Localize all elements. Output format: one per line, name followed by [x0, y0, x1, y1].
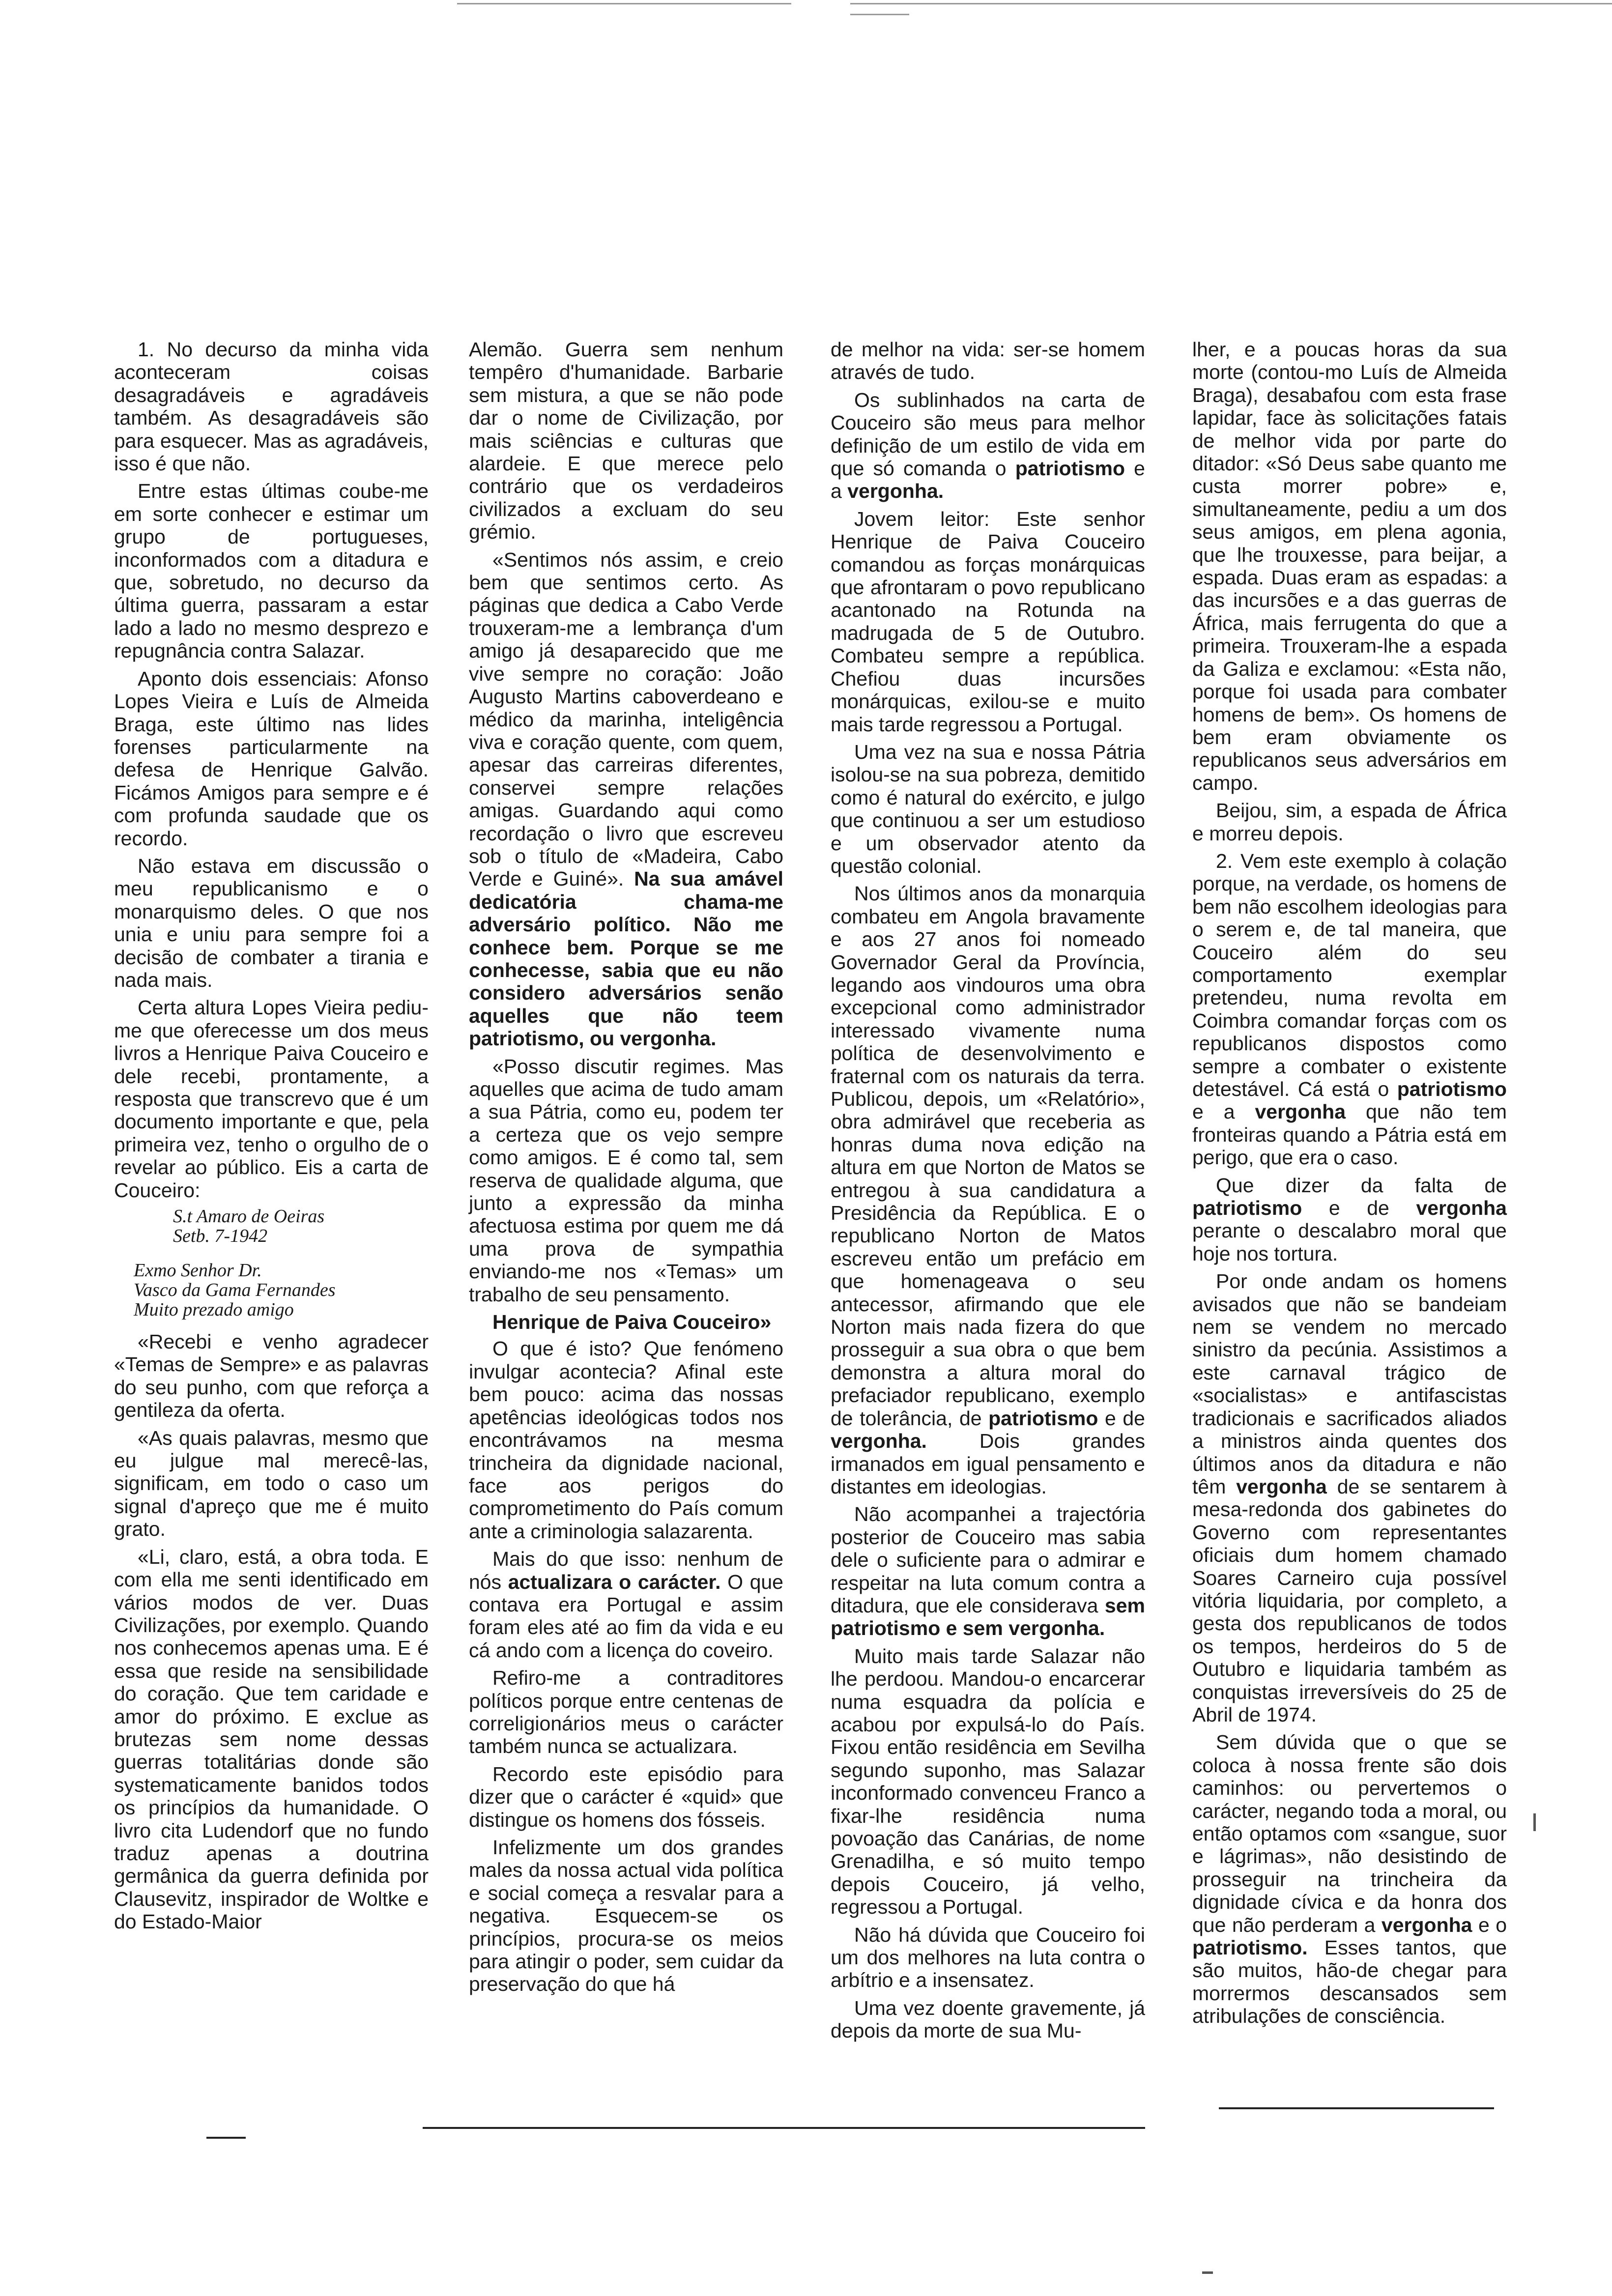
letter-greeting: Muito prezado amigo: [134, 1299, 294, 1320]
paragraph: Muito mais tarde Salazar não lhe perdoou. Mandou-o encarcerar numa esquadra da polícia e acabou por expulsá-lo do País. Fixou então residência em Sevilha segundo suponho, mas Salazar inconformado convenceu Franco a fixar-lhe residência numa povoação das Canárias, de nome Grenadilha, e só muito tempo depois Couceiro, já velho, regressou a Portugal.: [831, 1644, 1145, 1919]
text: Mais do que isso: nenhum de nós: [469, 1548, 783, 1593]
text: 2. Vem este exemplo à colação porque, na verdade, os homens de bem não escolhem ideologias para o serem e, de tal maneira, que Couceiro além do seu comportamento exemplar pretendeu, numa revolta em Coimbra comandar forças com os republicanos dispostos como sempre a combater o existente detestável. Cá está o: [1192, 849, 1507, 1100]
text: Esses tantos, que são muitos, hão-de chegar para morrermos descansados sem atribulações de consciência.: [1192, 1936, 1507, 2028]
emphasis: patriotismo: [988, 1406, 1098, 1430]
paragraph: «Posso discutir regimes. Mas aquelles que acima de tudo amam a sua Pátria, como eu, podem ter a certeza que os vejo sempre como amigos. E é como tal, sem reserva de qualidade alguma, que junto a expressão da minha afectuosa estima por quem me dá uma prova de sympathia enviando-me nos «Temas» um trabalho de seu pensamento.: [469, 1055, 783, 1306]
letter-recipient: Vasco da Gama Fernandes: [134, 1280, 336, 1301]
paragraph: 1. No decurso da minha vida aconteceram coisas desagradáveis e agradáveis também. As desagradáveis são para esquecer. Mas as agradáveis, isso é que não.: [114, 338, 429, 475]
text: e a: [1192, 1100, 1235, 1123]
paragraph: [831, 1503, 1145, 1639]
emphasis: vergonha: [1236, 1475, 1327, 1498]
paragraph: [1192, 1270, 1507, 1726]
letter-salutation: Exmo Senhor Dr.: [134, 1260, 262, 1281]
article-column-4: [1192, 338, 1507, 2033]
paragraph: [469, 1548, 783, 1662]
letter-signature: Henrique de Paiva Couceiro»: [492, 1311, 772, 1334]
text: e de: [1104, 1406, 1145, 1430]
paragraph: [469, 548, 783, 1050]
letter-place: S.t Amaro de Oeiras: [173, 1206, 325, 1227]
paragraph: Beijou, sim, a espada de África e morreu depois.: [1192, 799, 1507, 845]
emphasis: vergonha: [1416, 1197, 1507, 1220]
emphasis: vergonha: [1255, 1100, 1346, 1123]
emphasis: patriotismo: [1015, 457, 1125, 480]
text: Não acompanhei a trajectória posterior de Couceiro mas sabia dele o suficiente para o admirar e respeitar na luta comum contra a ditadura, que ele considerava: [831, 1503, 1145, 1617]
paragraph: Recordo este episódio para dizer que o carácter é «quid» que distingue os homens dos fósseis.: [469, 1762, 783, 1831]
paragraph: [1192, 850, 1507, 1169]
emphasis: patriotismo.: [1192, 1936, 1308, 1959]
text: perante o descalabro moral que hoje nos tortura.: [1192, 1219, 1507, 1265]
paragraph: lher, e a poucas horas da sua morte (contou-mo Luís de Almeida Braga), desabafou com esta frase lapidar, face às solicitações fatais de melhor vida por parte do ditador: «Só Deus sabe quanto me custa morrer pobre» e, simultaneamente, pediu a um dos seus amigos, em plena agonia, que lhe trouxesse, para beijar, a espada. Duas eram as espadas: a das incursões e a das guerras de África, mais ferrugenta do que a primeira. Trouxeram-lhe a espada da Galiza e exclamou: «Esta não, porque foi usada para combater homens de bem». Os homens de bem eram obviamente os republicanos seus adversários em campo.: [1192, 338, 1507, 794]
emphasis: patriotismo: [1192, 1197, 1302, 1220]
emphasis: vergonha.: [831, 1430, 927, 1453]
paragraph: Aponto dois essenciais: Afonso Lopes Vieira e Luís de Almeida Braga, este último nas lides forenses particularmente na defesa de Henrique Galvão. Ficámos Amigos para sempre e é com profunda saudade que os recordo.: [114, 667, 429, 850]
article-column-1: [114, 338, 429, 1938]
text: O que contava era Portugal e assim foram eles até ao fim da vida e eu cá ando com a licença do coveiro.: [469, 1570, 783, 1662]
emphasis: actualizara o carácter.: [508, 1570, 721, 1593]
print-speck: [1533, 1813, 1536, 1831]
text: que não tem fronteiras quando a Pátria está em perigo, que era o caso.: [1192, 1100, 1507, 1169]
paragraph: de melhor na vida: ser-se homem através de tudo.: [831, 338, 1145, 384]
paragraph: Uma vez doente gravemente, já depois da morte de sua Mu-: [831, 1996, 1145, 2042]
text: Que dizer da falta de: [1216, 1174, 1507, 1197]
paragraph: [831, 389, 1145, 503]
paragraph: Não estava em discussão o meu republicanismo e o monarquismo deles. O que nos unia e uniu para sempre foi a decisão de combater a tirania e nada mais.: [114, 854, 429, 991]
text: Nos últimos anos da monarquia combateu em Angola bravamente e aos 27 anos foi nomeado Governador Geral da Província, legando aos vindouros uma obra excepcional como administrador interessado vivamente numa política de desenvolvimento e fraternal com os naturais da terra. Publicou, depois, um «Relatório», obra admirável que receberia as honras duma nova edição na altura em que Norton de Matos se entregou à sua candidatura a Presidência da República. E o republicano Norton de Matos escreveu então um prefácio em que homenageava o seu antecessor, afirmando que ele Norton mais nada fizera do que prosseguir a sua obra o que bem demonstra a altura moral do prefaciador republicano, exemplo de tolerância, de: [831, 882, 1145, 1430]
text: e a: [831, 457, 1145, 503]
article-column-2: [469, 338, 783, 2001]
text: e de: [1328, 1197, 1389, 1220]
paragraph: [831, 882, 1145, 1498]
text: «Sentimos nós assim, e creio bem que sentimos certo. As páginas que dedica a Cabo Verde trouxeram-me a lembrança d'um amigo já desaparecido que me vive sempre no coração: João Augusto Martins caboverdeano e médico da marinha, inteligência viva e coração quente, com quem, apesar das carreiras diferentes, conservei sempre relações amigas. Guardando aqui como recordação o livro que escreveu sob o título de «Madeira, Cabo Verde e Guiné».: [469, 548, 783, 890]
paragraph: Jovem leitor: Este senhor Henrique de Paiva Couceiro comandou as forças monárquicas que afrontaram o povo republicano acantonado na Rotunda na madrugada de 5 de Outubro. Combateu sempre a república. Chefiou duas incursões monárquicas, exilou-se e muito mais tarde regressou a Portugal.: [831, 507, 1145, 736]
top-rule-left: [457, 3, 791, 4]
paragraph: [1192, 1731, 1507, 2027]
end-of-article-rule: [1219, 2107, 1494, 2109]
paragraph: «Recebi e venho agradecer «Temas de Sempre» e as palavras do seu punho, com que reforça a gentileza da oferta.: [114, 1330, 429, 1422]
paragraph: Alemão. Guerra sem nenhum tempêro d'humanidade. Barbarie sem mistura, a que se não pode dar o nome de Civilização, por mais sciências e culturas que alardeie. E que merece pelo contrário que os verdadeiros civilizados a excluam do seu grémio.: [469, 338, 783, 544]
print-speck: [1202, 2271, 1213, 2274]
text: Os sublinhados na carta de Couceiro são meus para melhor definição de um estilo de vida em que só comanda o: [831, 388, 1145, 480]
letter-date: Setb. 7-1942: [173, 1226, 268, 1247]
paragraph: [1192, 1174, 1507, 1265]
paragraph: O que é isto? Que fenómeno invulgar acontecia? Afinal este bem pouco: acima das nossas apetências ideológicas todos nos encontrávamos na mesma trincheira da dignidade nacional, face aos perigos do comprometimento do País comum ante a criminologia salazarenta.: [469, 1337, 783, 1543]
bottom-rule-left: [206, 2137, 246, 2139]
top-rule-right: [850, 3, 1612, 4]
text: Dois grandes irmanados em igual pensamento e distantes em ideologias.: [831, 1430, 1145, 1498]
paragraph: Uma vez na sua e nossa Pátria isolou-se na sua pobreza, demitido como é natural do exército, e julgo que continuou a ser um estudioso e um observador atento da questão colonial.: [831, 740, 1145, 877]
emphasis: vergonha.: [847, 480, 944, 503]
article-column-3: [831, 338, 1145, 2047]
emphasis: patriotismo: [1397, 1078, 1507, 1100]
text: Por onde andam os homens avisados que não se bandeiam nem se vendem no mercado sinistro da pecúnia. Assistimos a este carnaval trágico de «socialistas» e antifascistas tradicionais e sacrificados aliados a ministros ainda quentes dos últimos anos da ditadura e não têm: [1192, 1270, 1507, 1498]
paragraph: «As quais palavras, mesmo que eu julgue mal merecê-las, significam, em todo o caso um signal d'apreço que me é muito grato.: [114, 1426, 429, 1541]
text: e o: [1478, 1913, 1507, 1936]
paragraph: Infelizmente um dos grandes males da nossa actual vida política e social começa a resvalar para a negativa. Esquecem-se os princípios, procura-se os meios para atingir o poder, sem cuidar da preservação do que há: [469, 1836, 783, 1996]
paragraph: Certa altura Lopes Vieira pediu-me que oferecesse um dos meus livros a Henrique Paiva Couceiro e dele recebi, prontamente, a resposta que transcrevo que é um documento importante e que, pela primeira vez, tenho o orgulho de o revelar ao público. Eis a carta de Couceiro:: [114, 996, 429, 1202]
paragraph: Entre estas últimas coube-me em sorte conhecer e estimar um grupo de portugueses, inconformados com a ditadura e que, sobretudo, no decurso da última guerra, passaram a estar lado a lado no mesmo desprezo e repugnância contra Salazar.: [114, 480, 429, 662]
top-rule-second: [850, 14, 909, 15]
bottom-rule-middle: [423, 2127, 1145, 2129]
paragraph: Refiro-me a contraditores políticos porque entre centenas de correligionários meus o carácter também nunca se actualizara.: [469, 1666, 783, 1758]
emphasis: Na sua amável dedicatória chama-me adversário político. Não me conhece bem. Porque se me conhecesse, sabia que eu não considero adversários senão aquelles que não teem patriotismo, ou vergonha.: [469, 867, 783, 1050]
emphasis: sem patriotismo e sem vergonha.: [831, 1594, 1145, 1640]
emphasis: vergonha: [1381, 1913, 1472, 1936]
paragraph: «Li, claro, está, a obra toda. E com ella me senti identificado em vários modos de ver. Duas Civilizações, por exemplo. Quando nos conhecemos apenas uma. E é essa que reside na sensibilidade do coração. Que tem caridade e amor do próximo. E exclue as brutezas sem nome dessas guerras totalitárias donde são systematicamente banidos todos os princípios da humanidade. O livro cita Ludendorf que no fundo traduz apenas a doutrina germânica da guerra definida por Clausevitz, inspirador de Woltke e do Estado-Maior: [114, 1545, 429, 1933]
text: Sem dúvida que o que se coloca à nossa frente são dois caminhos: ou pervertemos o carácter, negando toda a moral, ou então optamos com «sangue, suor e lágrimas», não desistindo de prosseguir na trincheira da dignidade cívica e da honra dos que não perderam a: [1192, 1731, 1507, 1936]
text: de se sentarem à mesa-redonda dos gabinetes do Governo com representantes oficiais dum homem chamado Soares Carneiro cuja possível vitória liquidaria, por completo, a gesta dos republicanos de todos os tempos, herdeiros do 5 de Outubro e liquidaria também as conquistas irreversíveis do 25 de Abril de 1974.: [1192, 1475, 1507, 1726]
paragraph: Não há dúvida que Couceiro foi um dos melhores na luta contra o arbítrio e a insensatez.: [831, 1923, 1145, 1992]
